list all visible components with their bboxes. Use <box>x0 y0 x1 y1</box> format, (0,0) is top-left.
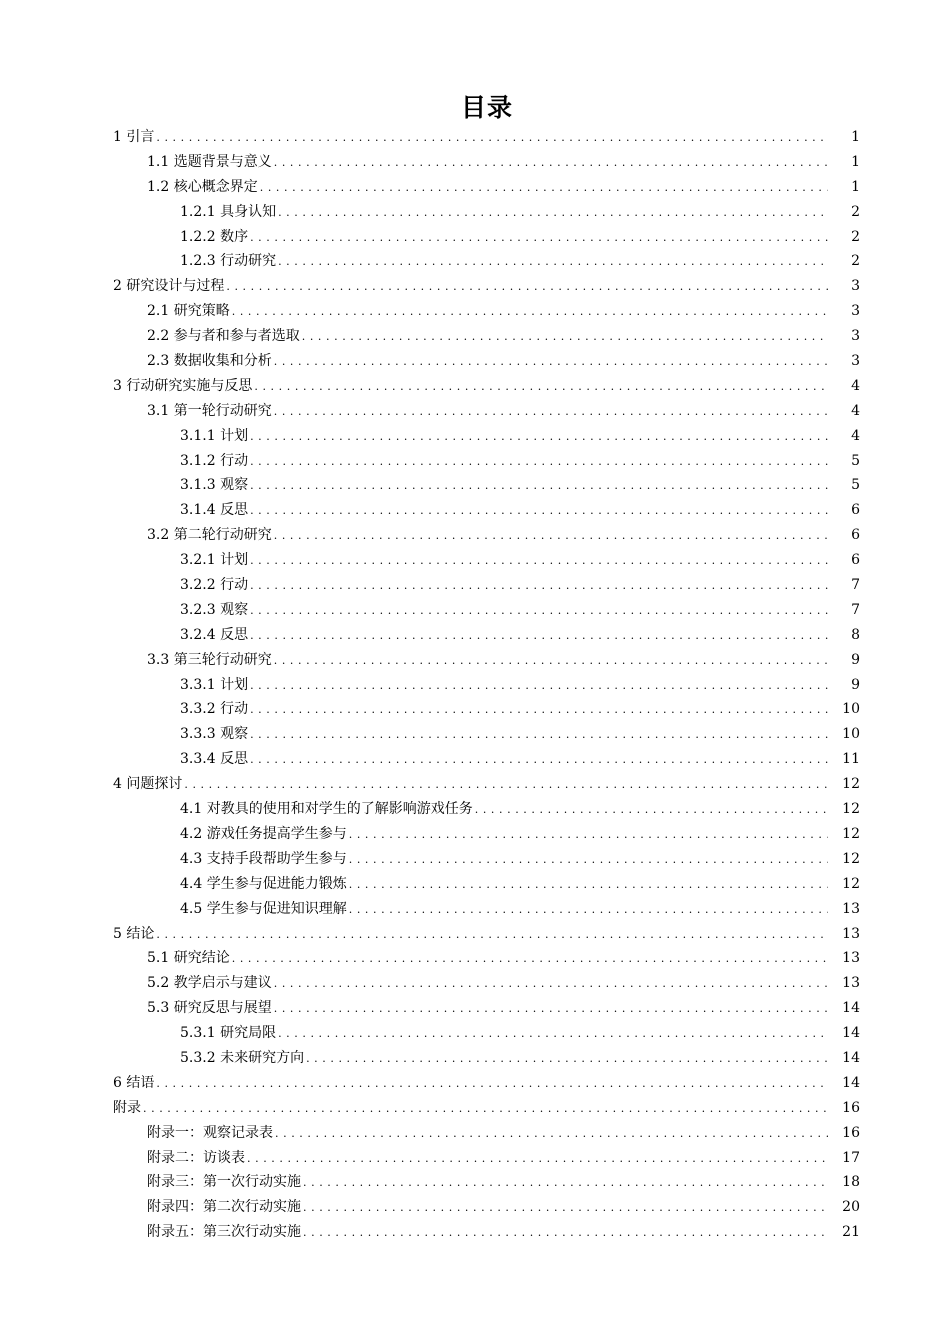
toc-entry-page-number: 12 <box>842 875 860 892</box>
toc-entry-label: 3.3.2 行动 <box>180 701 249 718</box>
toc-entry-page-number: 14 <box>842 1000 860 1017</box>
toc-entry[interactable] <box>0 1046 950 1071</box>
toc-entry-label: 4.3 支持手段帮助学生参与 <box>180 850 347 867</box>
toc-dot-leader <box>306 1047 828 1072</box>
toc-entry-label: 5.3.1 研究局限 <box>180 1025 277 1042</box>
toc-dot-leader <box>250 474 828 499</box>
toc-dot-leader <box>250 574 828 599</box>
toc-entry-label: 3.3.1 计划 <box>180 676 249 693</box>
toc-entry[interactable] <box>0 1096 950 1121</box>
toc-dot-leader <box>303 1196 828 1221</box>
toc-entry[interactable] <box>0 897 950 922</box>
toc-entry-label: 3.1.2 行动 <box>180 452 249 469</box>
toc-entry[interactable] <box>0 1195 950 1220</box>
toc-entry[interactable] <box>0 697 950 722</box>
toc-entry-page-number: 13 <box>842 975 860 992</box>
toc-entry-page-number: 3 <box>851 303 860 320</box>
toc-entry-label: 3 行动研究实施与反思 <box>113 377 253 394</box>
toc-entry-page-number: 12 <box>842 801 860 818</box>
toc-entry[interactable] <box>0 449 950 474</box>
toc-dot-leader <box>278 250 828 275</box>
toc-entry[interactable] <box>0 1071 950 1096</box>
toc-dot-leader <box>274 400 828 425</box>
toc-dot-leader <box>475 798 828 823</box>
toc-entry-page-number: 18 <box>842 1174 860 1191</box>
toc-entry[interactable] <box>0 1170 950 1195</box>
toc-entry-label: 5.2 教学启示与建议 <box>147 975 272 992</box>
toc-entry-page-number: 4 <box>851 402 860 419</box>
toc-entry[interactable] <box>0 872 950 897</box>
toc-entry-label: 3.2 第二轮行动研究 <box>147 527 272 544</box>
toc-entry-page-number: 3 <box>851 328 860 345</box>
toc-dot-leader <box>226 275 828 300</box>
toc-entry-label: 2.3 数据收集和分析 <box>147 353 272 370</box>
toc-entry[interactable] <box>0 747 950 772</box>
toc-entry-page-number: 3 <box>851 353 860 370</box>
toc-entry[interactable] <box>0 374 950 399</box>
toc-title: 目录 <box>460 93 513 122</box>
toc-entry-page-number: 13 <box>842 950 860 967</box>
toc-dot-leader <box>349 848 828 873</box>
toc-entry[interactable] <box>0 548 950 573</box>
toc-entry-page-number: 6 <box>851 552 860 569</box>
toc-entry[interactable] <box>0 523 950 548</box>
toc-entry[interactable] <box>0 573 950 598</box>
toc-entry-label: 4.2 游戏任务提高学生参与 <box>180 825 347 842</box>
toc-entry-page-number: 9 <box>851 651 860 668</box>
toc-entry[interactable] <box>0 722 950 747</box>
toc-entry-label: 5.3.2 未来研究方向 <box>180 1049 305 1066</box>
toc-entry-page-number: 8 <box>851 626 860 643</box>
toc-entry-label: 1.1 选题背景与意义 <box>147 153 272 170</box>
toc-entry-page-number: 1 <box>851 153 860 170</box>
toc-entry[interactable] <box>0 797 950 822</box>
toc-dot-leader <box>250 226 828 251</box>
toc-entry-page-number: 2 <box>851 228 860 245</box>
toc-entry-page-number: 16 <box>842 1099 860 1116</box>
toc-entry-page-number: 14 <box>842 1049 860 1066</box>
toc-entry[interactable] <box>0 648 950 673</box>
toc-entry-page-number: 20 <box>842 1199 860 1216</box>
toc-dot-leader <box>349 823 828 848</box>
toc-entry[interactable] <box>0 399 950 424</box>
toc-entry-label: 1.2.1 具身认知 <box>180 203 277 220</box>
toc-entry-page-number: 12 <box>842 776 860 793</box>
toc-entry[interactable] <box>0 922 950 947</box>
toc-entry-page-number: 14 <box>842 1025 860 1042</box>
toc-entry-page-number: 12 <box>842 850 860 867</box>
toc-entry-label: 附录二：访谈表 <box>147 1149 245 1166</box>
toc-dot-leader <box>250 624 828 649</box>
toc-entry-page-number: 5 <box>851 477 860 494</box>
toc-entry-page-number: 9 <box>851 676 860 693</box>
toc-entry-page-number: 21 <box>842 1224 860 1241</box>
toc-dot-leader <box>156 126 828 151</box>
toc-entry[interactable] <box>0 996 950 1021</box>
toc-entry[interactable] <box>0 1220 950 1245</box>
toc-entry[interactable] <box>0 673 950 698</box>
toc-dot-leader <box>278 1022 828 1047</box>
toc-entry-page-number: 10 <box>842 701 860 718</box>
toc-dot-leader <box>303 1221 828 1246</box>
toc-entry[interactable] <box>0 822 950 847</box>
toc-entry-label: 4.5 学生参与促进知识理解 <box>180 900 347 917</box>
toc-entry-page-number: 13 <box>842 900 860 917</box>
toc-dot-leader <box>260 176 828 201</box>
toc-entry[interactable] <box>0 847 950 872</box>
toc-entry-label: 1.2.2 数序 <box>180 228 249 245</box>
toc-entry-label: 3.3 第三轮行动研究 <box>147 651 272 668</box>
toc-entry-label: 5.1 研究结论 <box>147 950 230 967</box>
toc-dot-leader <box>275 1122 828 1147</box>
toc-entry[interactable] <box>0 349 950 374</box>
toc-entry-page-number: 4 <box>851 427 860 444</box>
toc-entry-page-number: 14 <box>842 1074 860 1091</box>
toc-entry-page-number: 12 <box>842 825 860 842</box>
toc-entry-label: 6 结语 <box>113 1074 155 1091</box>
toc-entry[interactable] <box>0 772 950 797</box>
toc-dot-leader <box>247 1147 828 1172</box>
toc-entry[interactable] <box>0 150 950 175</box>
toc-entry-page-number: 1 <box>851 178 860 195</box>
toc-entry[interactable] <box>0 1146 950 1171</box>
toc-dot-leader <box>250 499 828 524</box>
toc-entry-page-number: 3 <box>851 278 860 295</box>
toc-entry-label: 1.2 核心概念界定 <box>147 178 258 195</box>
toc-dot-leader <box>156 1072 828 1097</box>
toc-dot-leader <box>184 773 828 798</box>
toc-entry-label: 2 研究设计与过程 <box>113 278 225 295</box>
toc-entry-label: 3.1.4 反思 <box>180 502 249 519</box>
toc-entry-label: 附录四：第二次行动实施 <box>147 1199 301 1216</box>
toc-entry[interactable] <box>0 175 950 200</box>
toc-entry[interactable] <box>0 324 950 349</box>
toc-entry[interactable] <box>0 274 950 299</box>
toc-entry-page-number: 5 <box>851 452 860 469</box>
toc-entry-label: 4 问题探讨 <box>113 776 183 793</box>
toc-dot-leader <box>349 898 828 923</box>
toc-dot-leader <box>274 151 828 176</box>
toc-entry[interactable] <box>0 249 950 274</box>
toc-dot-leader <box>232 947 828 972</box>
toc-entry-page-number: 13 <box>842 925 860 942</box>
toc-dot-leader <box>250 599 828 624</box>
toc-entry[interactable] <box>0 946 950 971</box>
toc-entry[interactable] <box>0 1121 950 1146</box>
toc-entry-page-number: 6 <box>851 502 860 519</box>
toc-dot-leader <box>250 723 828 748</box>
toc-entry-label: 3.2.4 反思 <box>180 626 249 643</box>
toc-entry[interactable] <box>0 424 950 449</box>
toc-entry[interactable] <box>0 125 950 150</box>
toc-dot-leader <box>250 450 828 475</box>
toc-dot-leader <box>250 674 828 699</box>
toc-entry-label: 附录五：第三次行动实施 <box>147 1224 301 1241</box>
toc-dot-leader <box>274 524 828 549</box>
toc-dot-leader <box>232 300 828 325</box>
toc-dot-leader <box>250 748 828 773</box>
toc-dot-leader <box>274 649 828 674</box>
toc-dot-leader <box>250 425 828 450</box>
toc-entry-label: 2.2 参与者和参与者选取 <box>147 328 300 345</box>
toc-entry-label: 3.2.1 计划 <box>180 552 249 569</box>
toc-entry[interactable] <box>0 623 950 648</box>
toc-entry[interactable] <box>0 971 950 996</box>
toc-entry-label: 3.3.4 反思 <box>180 751 249 768</box>
toc-dot-leader <box>156 923 828 948</box>
toc-entry[interactable] <box>0 498 950 523</box>
toc-entry-label: 3.1.1 计划 <box>180 427 249 444</box>
toc-entry-page-number: 7 <box>851 601 860 618</box>
toc-entry-label: 3.2.2 行动 <box>180 577 249 594</box>
toc-entry[interactable] <box>0 200 950 225</box>
toc-entry[interactable] <box>0 299 950 324</box>
toc-entry[interactable] <box>0 1021 950 1046</box>
toc-dot-leader <box>250 698 828 723</box>
toc-list <box>0 125 950 1245</box>
toc-entry-page-number: 16 <box>842 1124 860 1141</box>
toc-entry-label: 附录一：观察记录表 <box>147 1124 273 1141</box>
toc-entry-page-number: 10 <box>842 726 860 743</box>
toc-dot-leader <box>303 1171 828 1196</box>
toc-entry-label: 2.1 研究策略 <box>147 303 230 320</box>
toc-entry-label: 1 引言 <box>113 129 155 145</box>
toc-entry-label: 3.1.3 观察 <box>180 477 249 494</box>
toc-entry-page-number: 7 <box>851 577 860 594</box>
toc-entry-page-number: 2 <box>851 253 860 270</box>
toc-entry-label: 附录 <box>113 1099 141 1116</box>
toc-entry-label: 3.1 第一轮行动研究 <box>147 402 272 419</box>
toc-entry-label: 1.2.3 行动研究 <box>180 253 277 270</box>
toc-dot-leader <box>274 997 828 1022</box>
toc-entry[interactable] <box>0 598 950 623</box>
toc-dot-leader <box>250 549 828 574</box>
toc-entry-page-number: 1 <box>851 129 860 145</box>
toc-entry-label: 附录三：第一次行动实施 <box>147 1174 301 1191</box>
toc-dot-leader <box>302 325 828 350</box>
toc-entry-label: 3.2.3 观察 <box>180 601 249 618</box>
toc-dot-leader <box>254 375 828 400</box>
toc-entry-page-number: 11 <box>842 751 860 768</box>
toc-entry-page-number: 6 <box>851 527 860 544</box>
toc-dot-leader <box>349 873 828 898</box>
toc-entry-page-number: 17 <box>842 1149 860 1166</box>
toc-entry-label: 4.4 学生参与促进能力锻炼 <box>180 875 347 892</box>
toc-entry-label: 4.1 对教具的使用和对学生的了解影响游戏任务 <box>180 801 473 818</box>
toc-dot-leader <box>274 350 828 375</box>
toc-dot-leader <box>143 1097 828 1122</box>
toc-entry-page-number: 2 <box>851 203 860 220</box>
toc-entry-label: 3.3.3 观察 <box>180 726 249 743</box>
toc-entry-label: 5.3 研究反思与展望 <box>147 1000 272 1017</box>
toc-dot-leader <box>278 201 828 226</box>
toc-entry[interactable] <box>0 473 950 498</box>
toc-entry[interactable] <box>0 225 950 250</box>
toc-entry-label: 5 结论 <box>113 925 155 942</box>
toc-dot-leader <box>274 972 828 997</box>
toc-entry-page-number: 4 <box>851 377 860 394</box>
